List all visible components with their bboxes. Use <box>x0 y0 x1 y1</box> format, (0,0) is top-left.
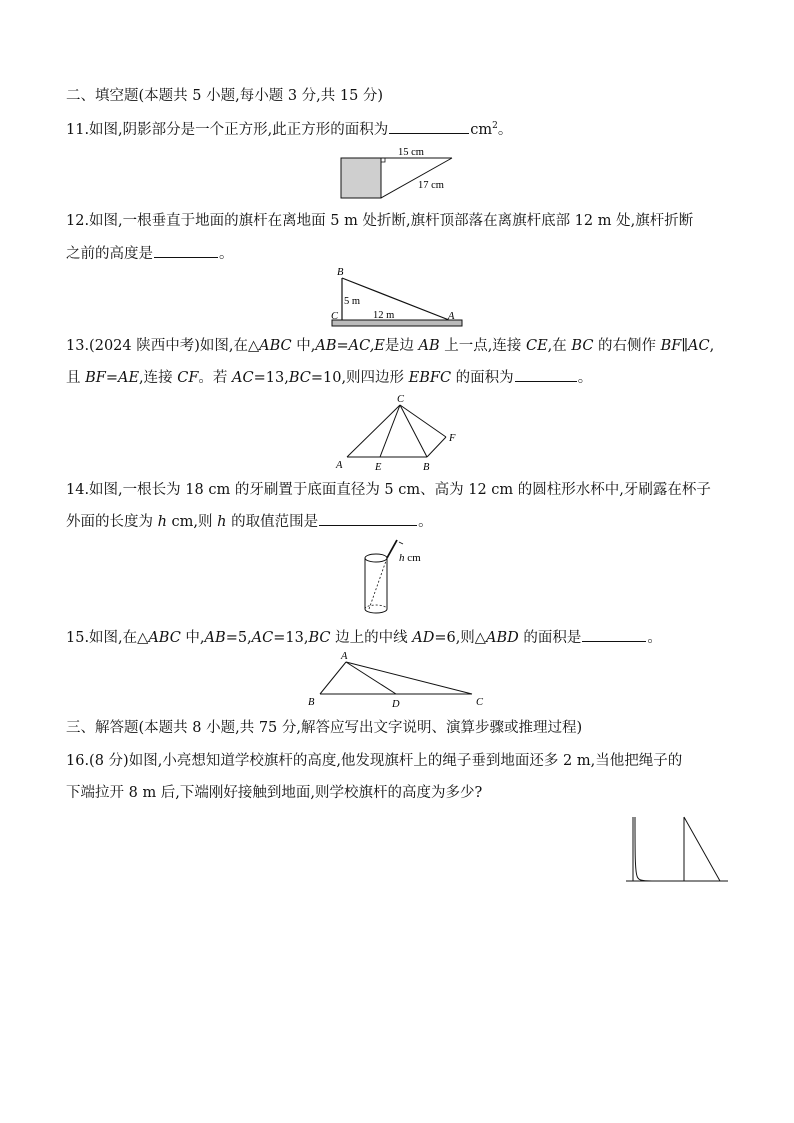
q15-median-AD <box>346 662 396 694</box>
q13-answer-blank[interactable] <box>515 367 577 382</box>
q11-unit: cm <box>470 121 493 138</box>
q11-figure <box>335 143 460 203</box>
q15-label-D: D <box>392 699 400 710</box>
q16-figure <box>622 812 732 886</box>
q13-t6: AB <box>418 338 440 354</box>
question-13-line1 <box>66 336 714 356</box>
q13-u3: ,连接 <box>139 370 178 386</box>
q15-t6: AC <box>251 630 274 646</box>
q14-t6: 。 <box>418 514 433 530</box>
q12-label-12m: 12 m <box>373 310 395 321</box>
q12-answer-blank[interactable] <box>154 243 218 258</box>
q14-h-label <box>399 552 421 564</box>
q12-line2-end: 。 <box>219 246 234 262</box>
q13-label-E: E <box>375 462 382 473</box>
q11-unit-sup: 2 <box>492 121 498 131</box>
q12-label-A: A <box>448 311 455 322</box>
q14-figure <box>355 536 435 616</box>
q13-u11: 的面积为 <box>451 370 514 386</box>
q15-t9: 边上的中线 <box>330 630 413 646</box>
q14-answer-blank[interactable] <box>319 511 417 526</box>
q13-label-A: A <box>336 460 343 471</box>
q13-segment-CF <box>400 405 446 437</box>
q11-right-angle-mark <box>381 158 385 162</box>
q13-t7: 上一点,连接 <box>439 338 526 354</box>
q15-side-AC <box>346 662 472 694</box>
q14-cup-top <box>365 554 387 562</box>
q13-side-BC <box>400 405 427 457</box>
q14-t4: h <box>217 514 227 530</box>
q11-answer-blank[interactable] <box>389 119 469 134</box>
question-15 <box>66 627 662 648</box>
q13-u10: EBFC <box>408 370 452 386</box>
q15-t5: =5, <box>225 630 252 646</box>
q13-u9: =10,则四边形 <box>310 370 409 386</box>
question-11 <box>66 116 512 140</box>
q11-end: 。 <box>497 121 513 138</box>
q15-t14: 。 <box>647 630 662 646</box>
q13-t13: , <box>709 338 715 354</box>
q14-cup-bottom <box>365 609 387 613</box>
q11-hypotenuse <box>381 158 452 198</box>
q15-t2: ABC <box>148 630 181 646</box>
q12-label-C: C <box>331 311 339 322</box>
q14-brush-outside <box>387 540 397 558</box>
q13-label-C: C <box>397 394 405 405</box>
q13-label-B: B <box>423 462 430 473</box>
q13-u8: BC <box>288 370 311 386</box>
q13-u2: BF=AE <box>85 370 140 386</box>
q15-figure <box>300 648 500 710</box>
q13-t10: BC <box>571 338 594 354</box>
q14-t2: h <box>157 514 167 530</box>
q13-u1: 且 <box>66 370 86 386</box>
q15-side-AB <box>320 662 346 694</box>
q14-cup-bottom-hidden <box>365 605 387 609</box>
q15-t11: =6,则△ <box>434 630 486 646</box>
q14-t3: cm,则 <box>166 514 218 530</box>
q14-h-tick-top <box>399 542 403 544</box>
question-13-line2 <box>66 367 592 388</box>
q15-label-C: C <box>476 697 484 708</box>
q14-t5: 的取值范围是 <box>226 514 319 530</box>
section2-heading: 二、填空题(本题共 5 小题,每小题 3 分,共 15 分) <box>66 88 384 104</box>
q11-shaded-square <box>341 158 381 198</box>
q13-u7: =13, <box>253 370 289 386</box>
q15-t1: 15.如图,在△ <box>66 630 149 646</box>
q13-u12: 。 <box>577 370 593 386</box>
q16-hanging-rope <box>635 817 652 881</box>
q14-h-var: h <box>399 552 405 564</box>
q13-t4: AB=AC,E <box>315 338 385 354</box>
q14-line1: 14.如图,一根长为 18 cm 的牙刷置于底面直径为 5 cm、高为 12 cm 的圆柱形水杯中,牙刷露在杯子 <box>66 482 711 498</box>
q12-ground <box>332 320 462 326</box>
q13-u5: 。若 <box>198 370 233 386</box>
q15-label-A: A <box>341 651 348 662</box>
q15-t4: AB <box>204 630 226 646</box>
q13-u6: AC <box>232 370 254 386</box>
q15-t3: 中, <box>180 630 205 646</box>
q15-t8: BC <box>308 630 331 646</box>
q13-t11: 的右侧作 <box>593 338 661 354</box>
q16-taut-rope <box>684 817 720 881</box>
q13-t12: BF∥AC <box>660 338 710 354</box>
q13-figure <box>330 389 465 473</box>
q13-side-AC <box>347 405 400 457</box>
q13-t3: 中, <box>291 338 316 354</box>
q13-t1: 13.(2024 陕西中考)如图,在△ <box>66 338 260 354</box>
q13-segment-BF <box>427 437 446 457</box>
question-14-line2 <box>66 511 433 532</box>
q11-label-17cm: 17 cm <box>418 180 444 191</box>
q14-t1: 外面的长度为 <box>66 514 158 530</box>
q12-line1: 12.如图,一根垂直于地面的旗杆在离地面 5 m 处折断,旗杆顶部落在离旗杆底部 12 m 处,旗杆折断 <box>66 213 694 229</box>
q13-segment-CE <box>380 405 400 457</box>
q12-line2-pre: 之前的高度是 <box>66 246 153 262</box>
q15-t10: AD <box>412 630 435 646</box>
q12-label-5m: 5 m <box>344 296 361 307</box>
q14-brush-inside <box>369 558 387 609</box>
q13-t8: CE <box>525 338 548 354</box>
q13-t5: 是边 <box>384 338 419 354</box>
q13-t2: ABC <box>259 338 292 354</box>
q13-t9: ,在 <box>547 338 572 354</box>
q13-u4: CF <box>177 370 199 386</box>
question-12-line2 <box>66 243 234 264</box>
q15-answer-blank[interactable] <box>582 627 646 642</box>
section3-heading: 三、解答题(本题共 8 小题,共 75 分,解答应写出文字说明、演算步骤或推理过程) <box>66 720 583 736</box>
q14-h-unit: cm <box>404 552 421 564</box>
q13-label-F: F <box>449 433 456 444</box>
q12-label-B: B <box>337 267 344 278</box>
q15-t7: =13, <box>273 630 309 646</box>
q15-t12: ABD <box>485 630 519 646</box>
q16-line2: 下端拉开 8 m 后,下端刚好接触到地面,则学校旗杆的高度为多少? <box>66 785 483 801</box>
q15-label-B: B <box>308 697 315 708</box>
q12-figure <box>327 263 467 331</box>
q11-label-15cm: 15 cm <box>398 147 424 158</box>
q11-text: 11.如图,阴影部分是一个正方形,此正方形的面积为 <box>66 121 389 138</box>
q16-line1: 16.(8 分)如图,小亮想知道学校旗杆的高度,他发现旗杆上的绳子垂到地面还多 2 m,当他把绳子的 <box>66 753 683 769</box>
q15-t13: 的面积是 <box>518 630 582 646</box>
